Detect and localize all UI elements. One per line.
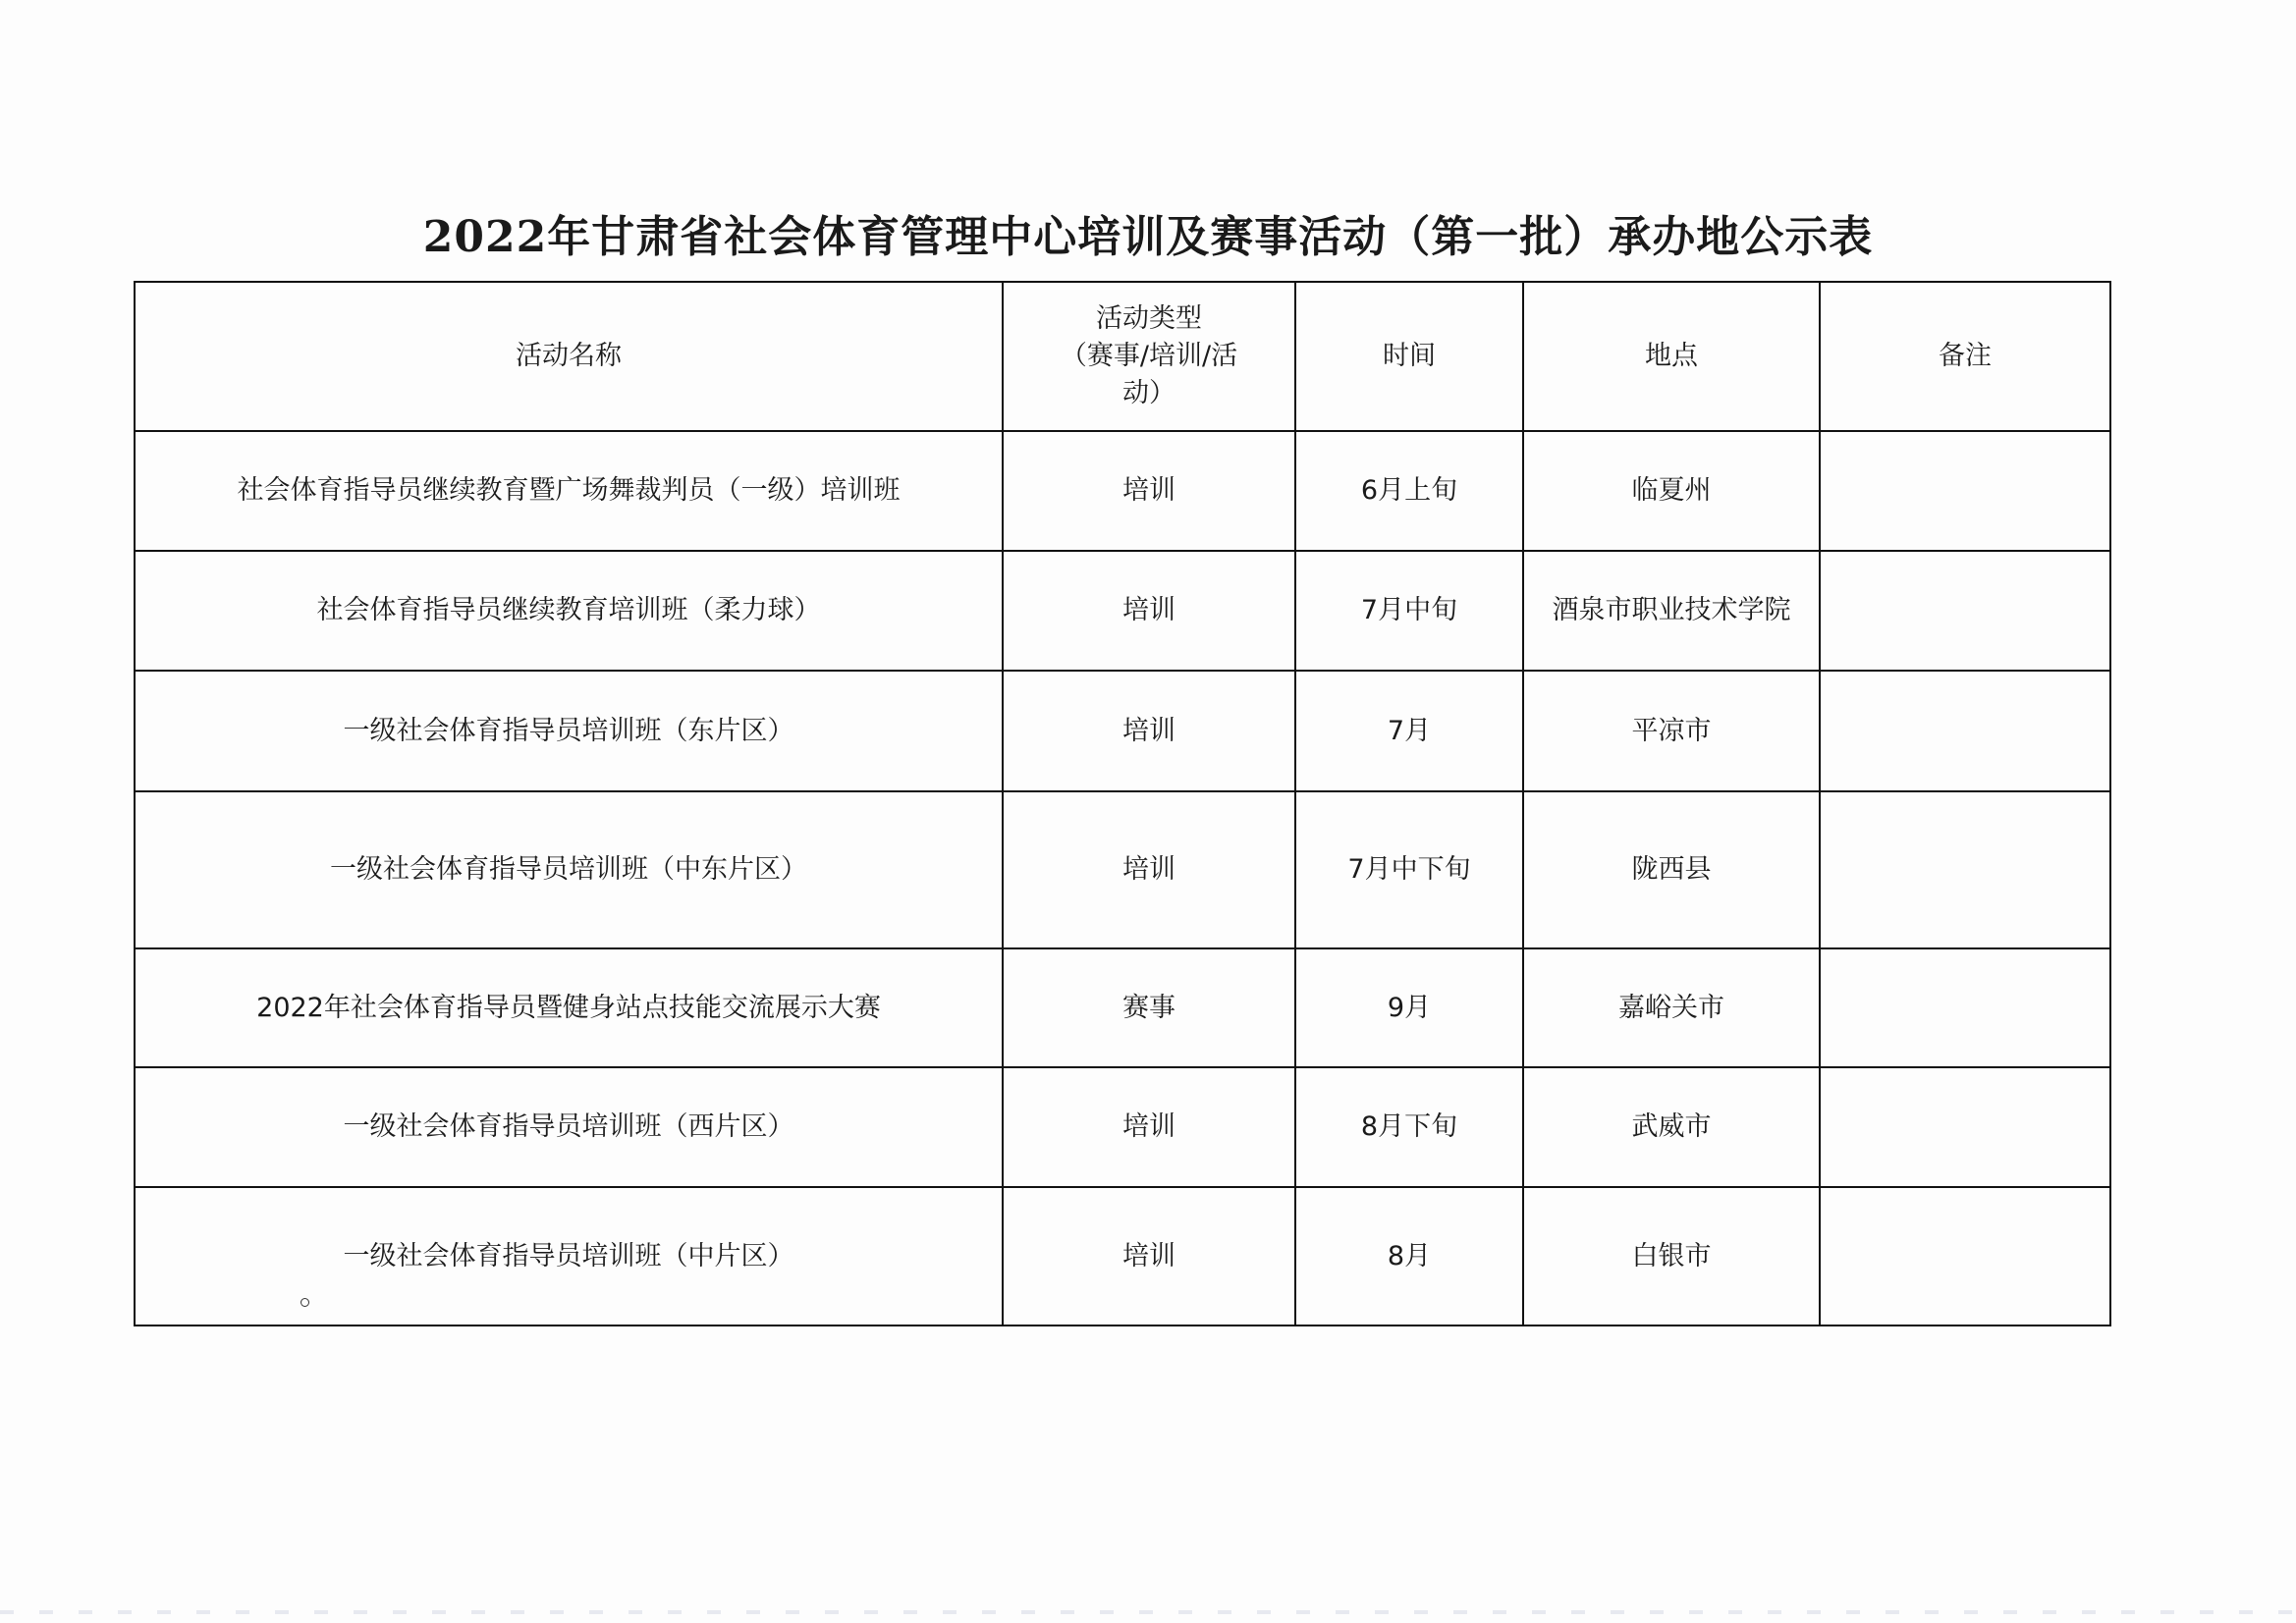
header-type-line3: 动） (1122, 378, 1175, 408)
cell-name: 一级社会体育指导员培训班（中东片区） (135, 791, 1003, 948)
cell-type: 培训 (1003, 671, 1295, 791)
cell-name: 社会体育指导员继续教育暨广场舞裁判员（一级）培训班 (135, 431, 1003, 551)
header-type-line1: 活动类型 (1096, 303, 1202, 334)
table-row (135, 1067, 2110, 1187)
scan-speck-mark (301, 1298, 309, 1307)
cell-type: 培训 (1003, 791, 1295, 948)
cell-time: 7月中旬 (1295, 551, 1523, 671)
cell-remark (1820, 431, 2110, 551)
cell-type: 赛事 (1003, 948, 1295, 1067)
cell-remark (1820, 791, 2110, 948)
cell-time: 8月 (1295, 1187, 1523, 1325)
cell-type: 培训 (1003, 431, 1295, 551)
cell-place: 酒泉市职业技术学院 (1523, 551, 1820, 671)
cell-time: 6月上旬 (1295, 431, 1523, 551)
table-row (135, 551, 2110, 671)
header-type (1003, 282, 1295, 431)
cell-place: 临夏州 (1523, 431, 1820, 551)
activity-table (134, 281, 2111, 1326)
cell-type: 培训 (1003, 1067, 1295, 1187)
cell-type: 培训 (1003, 1187, 1295, 1325)
cell-name: 一级社会体育指导员培训班（西片区） (135, 1067, 1003, 1187)
cell-time: 7月中下旬 (1295, 791, 1523, 948)
header-name: 活动名称 (135, 282, 1003, 431)
table-row (135, 431, 2110, 551)
cell-place: 平凉市 (1523, 671, 1820, 791)
cell-remark (1820, 1067, 2110, 1187)
cell-place: 嘉峪关市 (1523, 948, 1820, 1067)
cell-name: 社会体育指导员继续教育培训班（柔力球） (135, 551, 1003, 671)
cell-remark (1820, 948, 2110, 1067)
cell-time: 8月下旬 (1295, 1067, 1523, 1187)
table-row (135, 671, 2110, 791)
cell-time: 9月 (1295, 948, 1523, 1067)
table-row (135, 791, 2110, 948)
cell-remark (1820, 1187, 2110, 1325)
header-remark: 备注 (1820, 282, 2110, 431)
header-time: 时间 (1295, 282, 1523, 431)
cell-name: 2022年社会体育指导员暨健身站点技能交流展示大赛 (135, 948, 1003, 1067)
cell-time: 7月 (1295, 671, 1523, 791)
scan-edge-artifact (0, 1610, 2296, 1614)
cell-place: 白银市 (1523, 1187, 1820, 1325)
header-place: 地点 (1523, 282, 1820, 431)
cell-remark (1820, 551, 2110, 671)
table-row (135, 948, 2110, 1067)
table-row (135, 1187, 2110, 1325)
cell-name: 一级社会体育指导员培训班（东片区） (135, 671, 1003, 791)
cell-place: 武威市 (1523, 1067, 1820, 1187)
cell-remark (1820, 671, 2110, 791)
table-header-row (135, 282, 2110, 431)
header-type-line2: （赛事/培训/活 (1060, 341, 1238, 371)
cell-type: 培训 (1003, 551, 1295, 671)
cell-place: 陇西县 (1523, 791, 1820, 948)
document-title: 2022年甘肃省社会体育管理中心培训及赛事活动（第一批）承办地公示表 (422, 212, 1874, 262)
cell-name: 一级社会体育指导员培训班（中片区） (135, 1187, 1003, 1325)
